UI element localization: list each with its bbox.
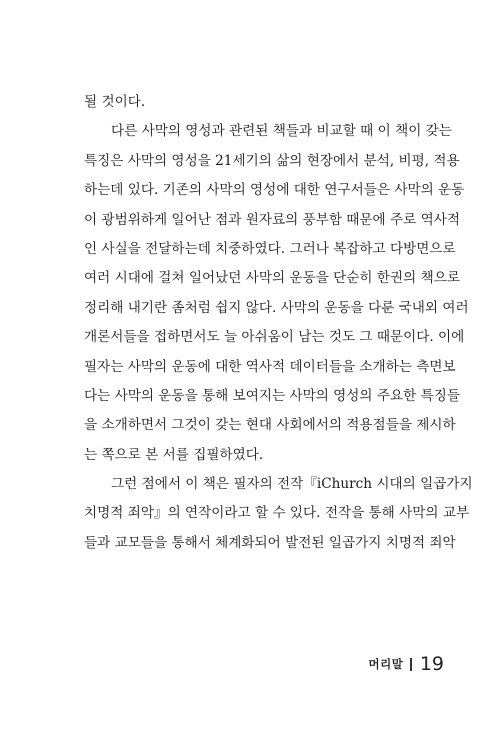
body-line: 하는데 있다. 기존의 사막의 영성에 대한 연구서들은 사막의 운동 xyxy=(84,182,465,199)
body-line: 인 사실을 전달하는데 치중하였다. 그러나 복잡하고 다방면으로 xyxy=(84,240,456,257)
paragraph-start-line: 그런 점에서 이 책은 필자의 전작『iChurch 시대의 일곱가지 xyxy=(111,476,473,493)
body-line: 개론서들을 접하면서도 늘 아쉬움이 남는 것도 그 때문이다. 이에 xyxy=(84,329,465,346)
body-line: 될 것이다. xyxy=(84,94,146,110)
body-line: 여러 시대에 걸쳐 일어났던 사막의 운동을 단순히 한권의 책으로 xyxy=(84,270,460,287)
section-label: 머리말 xyxy=(368,657,404,671)
paragraph-start-line: 다른 사막의 영성과 관련된 책들과 비교할 때 이 책이 갖는 xyxy=(111,123,452,140)
body-line: 들과 교모들을 통해서 체계화되어 발전된 일곱가지 치명적 죄악 xyxy=(84,534,456,551)
body-line: 필자는 사막의 운동에 대한 역사적 데이터들을 소개하는 측면보 xyxy=(84,358,456,375)
page-number: 19 xyxy=(419,653,444,675)
body-line: 특징은 사막의 영성을 21세기의 삶의 현장에서 분석, 비평, 적용 xyxy=(84,152,460,169)
page-footer xyxy=(368,652,444,676)
footer-divider xyxy=(410,658,412,671)
body-text xyxy=(84,88,473,558)
body-line: 이 광범위하게 일어난 점과 원자료의 풍부함 때문에 주로 역사적 xyxy=(84,211,460,228)
body-line: 치명적 죄악』의 연작이라고 할 수 있다. 전작을 통해 사막의 교부 xyxy=(84,505,470,522)
body-line: 다는 사막의 운동을 통해 보여지는 사막의 영성의 주요한 특징들 xyxy=(84,387,460,404)
body-line: 을 소개하면서 그것이 갖는 현대 사회에서의 적용점들을 제시하 xyxy=(84,417,456,434)
body-line: 정리해 내기란 좀처럼 쉽지 않다. 사막의 운동을 다룬 국내외 여러 xyxy=(84,299,469,316)
body-line: 는 쪽으로 본 서를 집필하였다. xyxy=(84,446,264,463)
